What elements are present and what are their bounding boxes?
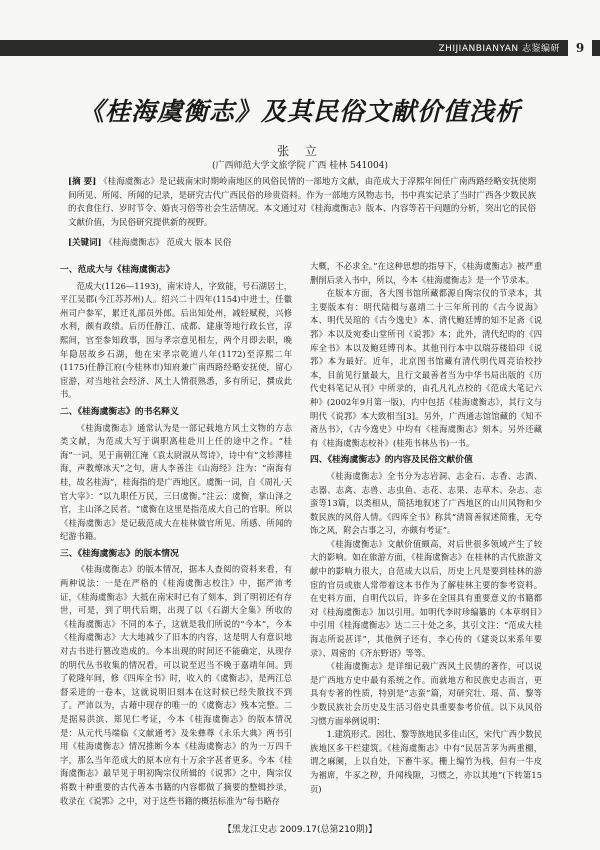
- article-author: 张 立: [277, 144, 323, 158]
- section-heading: 三、《桂海虞衡志》的版本情况: [60, 548, 179, 559]
- paragraph: 范成大(1126—1193)，南宋诗人，字致能，号石湖居士，平江吴郡(今江苏苏州)人。绍兴二十四年(1154)中进士，任徽州司户参军，累迁礼部员外郎。后出知处州，减轻赋税，兴修水利，颇有政绩。后历任静江、成都、建康等地行政长官，淳熙间，官至参知政事，因与孝宗意见相左，两个月即去职，晚年隐居故乡石湖，他在宋孝宗乾道八年(1172)至淳熙二年(1175)任静江府(今桂林市)知府兼广南西路经略安抚使，留心宦游，对当地社会经济、风土人情很熟悉，多有所记，撰成此书。: [60, 280, 292, 400]
- paragraph: 在版本方面，各大图书馆所藏都源自陶宗仪的节录本，其主要版本有：明代陆楫与嘉靖二十三年所刊的《古今说海》本、明代吴琯的《古今逸史》本、清代鲍廷博的知不足斋《说郛》本以及宛委山堂所刊《说郛》本；此外，清代纪昀的《四库全书》本以及鲍廷博刊本。其他刊行本中以瑞芬楼铅印《说郛》本为最好。近年，北京图书馆藏有清代明代周亮诒校抄本，目前见行量最大，且行文最善者当为中华书局出版的《历代史料笔记从刊》中所录的，由孔凡礼点校的《范成大笔记六种》(2002年9月第一版)，内中包括《桂海虞衡志》，其行文与明代《说郛》本大致相当[3]。另外，广西通志馆馆藏的《知不斋丛书》，《古今逸史》中均有《桂海虞衡志》刻本。另外还藏有《桂海虞衡志校补》(桂苑书林丛书)一书。: [310, 288, 542, 448]
- header-bar: [0, 40, 600, 56]
- paragraph: 《桂海虞衡志》文献价值颇高，对后世很多领域产生了较大的影响。如在旅游方面，《桂海虞衡志》在桂林的古代旅游文献中的影响力很大，自范成大以后，历史上凡是要到桂林的游宦的官员或旅人常带着这本书作为了解桂林主要的参考资料。在史料方面，自明代以后，许多在全国具有重要意义的书籍都对《桂海虞衡志》加以引用。如明代李时珍编纂的《本草纲目》中引用《桂海虞衡志》达二三十处之多，其引文注：“范成大桂海志所说甚详”，其他例子还有，李心传的《建炎以来系年要录》、周密的《齐东野语》等等。: [310, 538, 542, 658]
- paragraph: 《桂海虞衡志》的版本情况，据本人查阅的资料来看，有两种说法：一是在严格的《桂海虞衡志校注》中，据严沛考证，《桂海虞衡志》大抵在南宋时已有了刻本，到了明初还有存世，可是，到了明代后期，出现了以《石湖大全集》所收的《桂海虞衡志》不同的本子，这就是我们所说的“今本”，今本《桂海虞衡志》大大地减少了旧本的内容，这是明人有意识地对古书进行篡改造成的。今本出现的时间还不能确定，从现存的明代丛书收集的情况看，可以说至迟当不晚于嘉靖年间。到了乾隆年间，修《四库全书》时，收入的《虞衡志》，是两江总督采进的一卷本，这就说明旧刻本在这时候已经失散找不到了。严沛以为，古藉中现存的唯一的《虞衡志》残本完整。二是据易洪滨、郑见仁考证，今本《桂海虞衡志》的版本情况是：从元代马端临《文献通考》及朱彝尊《永乐大典》两书引用《桂海虞衡志》情况推断今本《桂海虞衡志》的为一万四千字，那么当年范成大的原本应有十万余字甚者更多。今本《桂海虞衡志》最早见于明初陶宗仪所辑的《说郛》之中，陶宗仪将数十种重要的古代善本书籍的内容都做了摘要的整辑抄录，收录在《说郛》之中，对于这些书籍的概括标准为“每书略存: [60, 564, 292, 806]
- article-title: 《桂海虞衡志》及其民俗文献价值浅析: [78, 97, 521, 126]
- section-heading: 四、《桂海虞衡志》的内容及民俗文献价值: [310, 455, 473, 466]
- paragraph: 《桂海虞衡志》全书分为志岩洞、志金石、志香、志酒、志器、志禽、志兽、志虫鱼、志花、志果、志草木、杂志、志蛮等13篇，以类相从，简括地叙述了广西地区的山川风物和少数民族的风俗人情。《四库全书》称其“清简善叙述简雅，无夸饰之风，附会古事之习，亦颇有考证”。: [310, 470, 542, 536]
- left-column: [60, 260, 292, 812]
- right-column: [310, 260, 542, 812]
- section-heading: 二、《桂海虞衡志》的书名释义: [60, 406, 179, 417]
- paragraph: 《桂海虞衡志》是详细记载广西风土民情的著作，可以说是广西地方史中最有系统之作。而就地方和民族史志而言，更具有专著的性质，特别是“志蛮”篇，对研究壮、瑶、苗、黎等少数民族社会历史及生活习俗史具重要参考价值。以下从风俗习惯方面举例说明：: [310, 661, 542, 726]
- page-number: 9: [568, 39, 592, 57]
- journal-brand: ZHIJIANBIANYAN 志鉴编研: [438, 44, 560, 54]
- paragraph: 《桂海虞衡志》通常认为是一部记载地方风土文物的方志类文献，为范成大写于调职离桂赴川上任的途中之作。“桂海”一词，见于南朝江淹《袁太尉淑从驾诗》，诗中有“文轸薄桂海，声教燎冰天”之句，唐人李善注《山海经》注为：“南海有桂，故名桂海”，桂海指的是广西地区。虞衡一词，自《周礼·天官大宰》：“以九职任万民，三曰虞衡。”注云：虞衡，掌山泽之官，主山泽之民者。“虞衡在这里是指范成大自己的官职。所以《桂海虞衡志》是记载范成大在桂林做官所见、所感、所闻的纪游书籍。: [60, 422, 292, 542]
- paragraph: 大概，不必求全。”在这种思想的指导下，《桂海虞衡志》被严重删削后录入书中，所以，今本《桂海虞衡志》是一个节录本。: [310, 261, 542, 285]
- section-heading: 一、范成大与《桂海虞衡志》: [60, 265, 175, 275]
- keywords: [68, 236, 536, 248]
- footer-citation: 【黑龙江史志 2009.17(总第210期)】: [222, 825, 378, 835]
- abstract-label: [摘 要]: [68, 177, 97, 187]
- paragraph: 1.建筑形式。因壮、黎等族地民多佳山区，宋代广西少数民族地区多干栏建筑。《桂海虞衡志》中有“民居苫茅为两重棚，谓之麻阑，上以自处，下畜牛豕。栅上编竹为栈，但有一牛皮为裀席，牛豕之秽，升闻栈隙，习惯之，亦以其地”(下转第15页): [310, 729, 542, 794]
- author-affiliation: (广西师范大学文旅学院 广西 桂林 541004): [212, 161, 388, 171]
- keywords-label: [关键词]: [68, 238, 102, 248]
- abstract-text: 《桂海虞衡志》是记载南宋时期岭南地区的风俗民情的一部地方文献，由范成大于淳熙年间任广南西路经略安抚使期间所见、所闻、所闻的记录，是研究古代广西民俗的珍贵资料。作为一部地方风物志书，书中真实记录了当时广西各少数民族的衣食住行、岁时节令、婚丧习俗等社会生活情况。本文通过对《桂海虞衡志》版本、内容等若干问题的分析，突出它的民俗文献价值，为民俗研究提供新的视野。: [68, 177, 536, 228]
- abstract: [68, 176, 536, 230]
- keywords-text: 《桂海虞衡志》 范成大 版本 民俗: [104, 238, 232, 248]
